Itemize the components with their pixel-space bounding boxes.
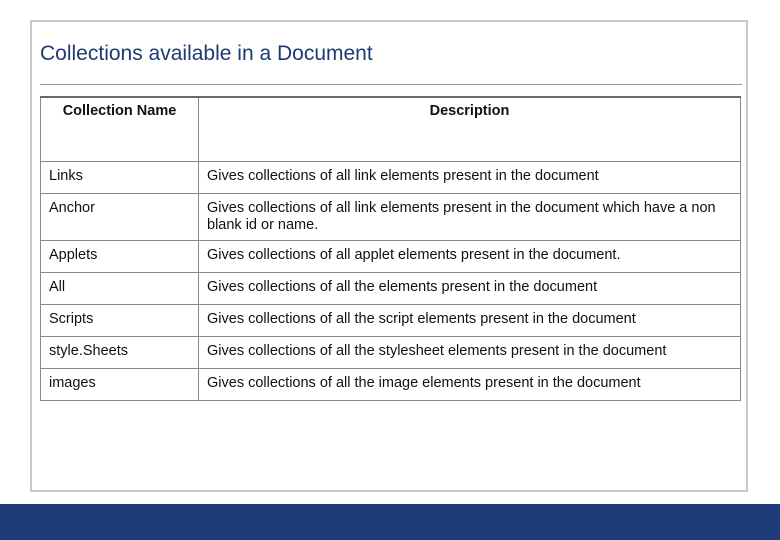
table-row <box>41 194 741 241</box>
table-row <box>41 241 741 273</box>
description-cell: Gives collections of all link elements present in the document which have a non blank id or name. <box>199 194 741 241</box>
description-cell: Gives collections of all applet elements present in the document. <box>199 241 741 273</box>
collection-name-cell: Links <box>41 162 199 194</box>
collection-name-cell: images <box>41 369 199 401</box>
table-row <box>41 337 741 369</box>
slide-title: Collections available in a Document <box>40 42 373 65</box>
slide <box>30 20 748 492</box>
description-cell: Gives collections of all the image elements present in the document <box>199 369 741 401</box>
title-divider <box>40 84 742 85</box>
description-cell: Gives collections of all the elements present in the document <box>199 273 741 305</box>
column-header-collection-name: Collection Name <box>41 97 199 162</box>
column-header-description: Description <box>199 97 741 162</box>
collections-table <box>40 96 741 401</box>
description-cell: Gives collections of all the stylesheet elements present in the document <box>199 337 741 369</box>
collection-name-cell: Applets <box>41 241 199 273</box>
collection-name-cell: Scripts <box>41 305 199 337</box>
table-header-row <box>41 97 741 162</box>
table-row <box>41 305 741 337</box>
collection-name-cell: Anchor <box>41 194 199 241</box>
collection-name-cell: style.Sheets <box>41 337 199 369</box>
table-row <box>41 369 741 401</box>
table-row <box>41 162 741 194</box>
collection-name-cell: All <box>41 273 199 305</box>
table-row <box>41 273 741 305</box>
footer-bar <box>0 504 780 540</box>
description-cell: Gives collections of all link elements present in the document <box>199 162 741 194</box>
description-cell: Gives collections of all the script elements present in the document <box>199 305 741 337</box>
